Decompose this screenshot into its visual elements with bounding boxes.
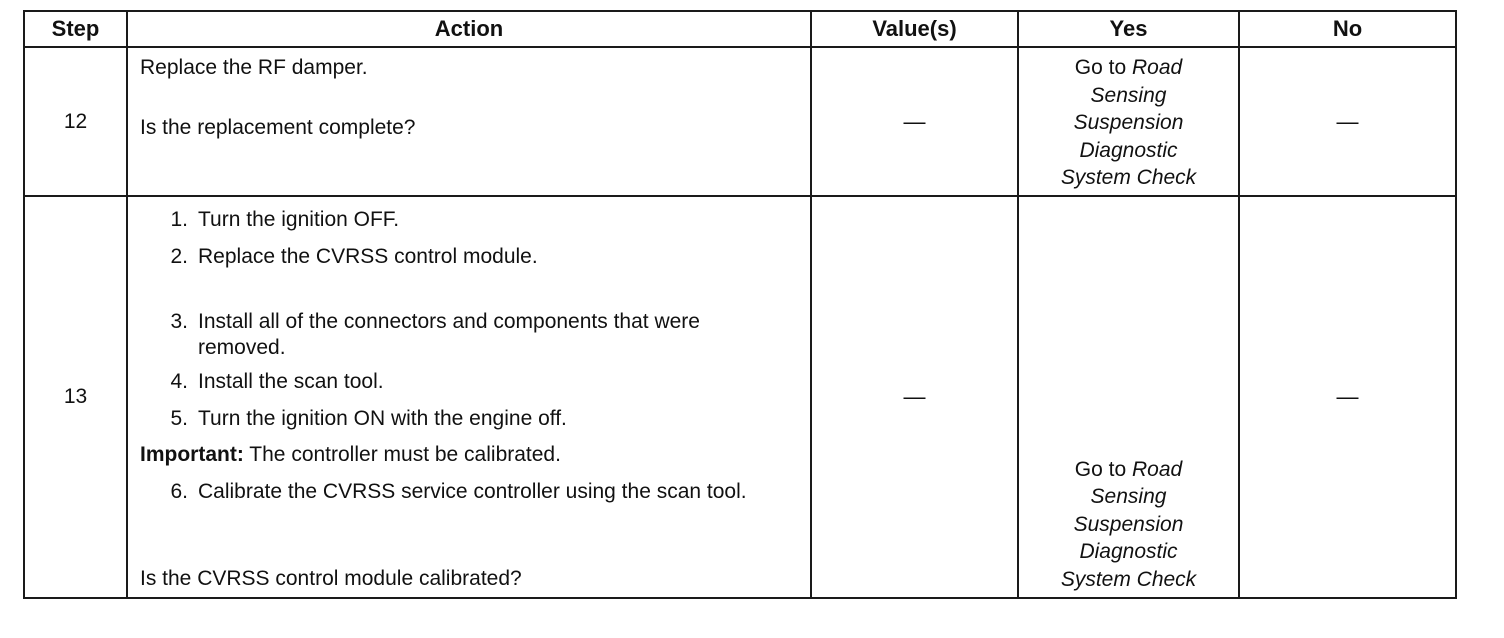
list-item-text: Install the scan tool. [198,370,384,393]
list-item-number: 4. [170,370,188,393]
yes-goto-prefix: Go to [1074,56,1127,79]
list-item-number: 6. [170,480,188,503]
action-list-item [162,207,782,233]
yes-goto-target-line: Diagnostic [1079,138,1178,162]
list-item-text: Turn the ignition ON with the engine off. [198,407,567,430]
important-label: Important: [140,443,244,466]
action-instruction: Replace the RF damper. [140,56,368,79]
yes-cell [1018,196,1239,598]
yes-goto-reference [1019,456,1238,594]
step-number: 12 [24,47,127,196]
diagnostic-table [23,10,1457,599]
action-question: Is the replacement complete? [140,116,416,139]
action-list-item [162,479,782,505]
diagnostic-table-container [23,10,1455,599]
list-item-text: Replace the CVRSS control module. [198,245,538,268]
list-item-number: 5. [170,407,188,430]
action-list-item [162,309,782,361]
list-item-text: Install all of the connectors and components that were removed. [198,310,700,359]
important-text: The controller must be calibrated. [249,443,561,466]
yes-cell [1018,47,1239,196]
values-cell: — [811,196,1018,598]
list-item-text: Calibrate the CVRSS service controller using the scan tool. [198,480,747,503]
action-cell [127,47,811,196]
list-item-number: 1. [170,208,188,231]
yes-goto-target-line: Road [1132,457,1183,481]
yes-goto-target-line: System Check [1060,567,1197,591]
important-note [140,443,561,467]
action-question: Is the CVRSS control module calibrated? [140,567,522,590]
yes-goto-prefix: Go to [1074,457,1127,481]
yes-goto-target-line: Sensing [1090,83,1167,107]
yes-goto-reference [1019,54,1238,192]
list-item-number: 3. [170,310,188,333]
header-step: Step [24,11,127,47]
yes-goto-target-line: Suspension [1073,512,1184,536]
yes-goto-target-line: Suspension [1073,111,1184,134]
yes-goto-target-line: Sensing [1090,485,1167,508]
header-no: No [1239,11,1456,47]
header-values: Value(s) [811,11,1018,47]
yes-goto-target-line: Road [1132,56,1183,79]
table-row-step-12 [24,47,1456,196]
list-item-text: Turn the ignition OFF. [198,208,400,231]
values-cell: — [811,47,1018,196]
yes-goto-target-line: Diagnostic [1079,540,1178,563]
action-list-item [162,406,782,432]
header-yes: Yes [1018,11,1239,47]
action-list-item [162,244,782,270]
no-cell: — [1239,196,1456,598]
action-cell [127,196,811,598]
header-row [24,11,1456,47]
step-number: 13 [24,196,127,598]
list-item-number: 2. [170,245,188,268]
action-list-item [162,369,782,395]
yes-goto-target-line: System Check [1060,166,1197,189]
no-cell: — [1239,47,1456,196]
header-action: Action [127,11,811,47]
table-row-step-13 [24,196,1456,598]
